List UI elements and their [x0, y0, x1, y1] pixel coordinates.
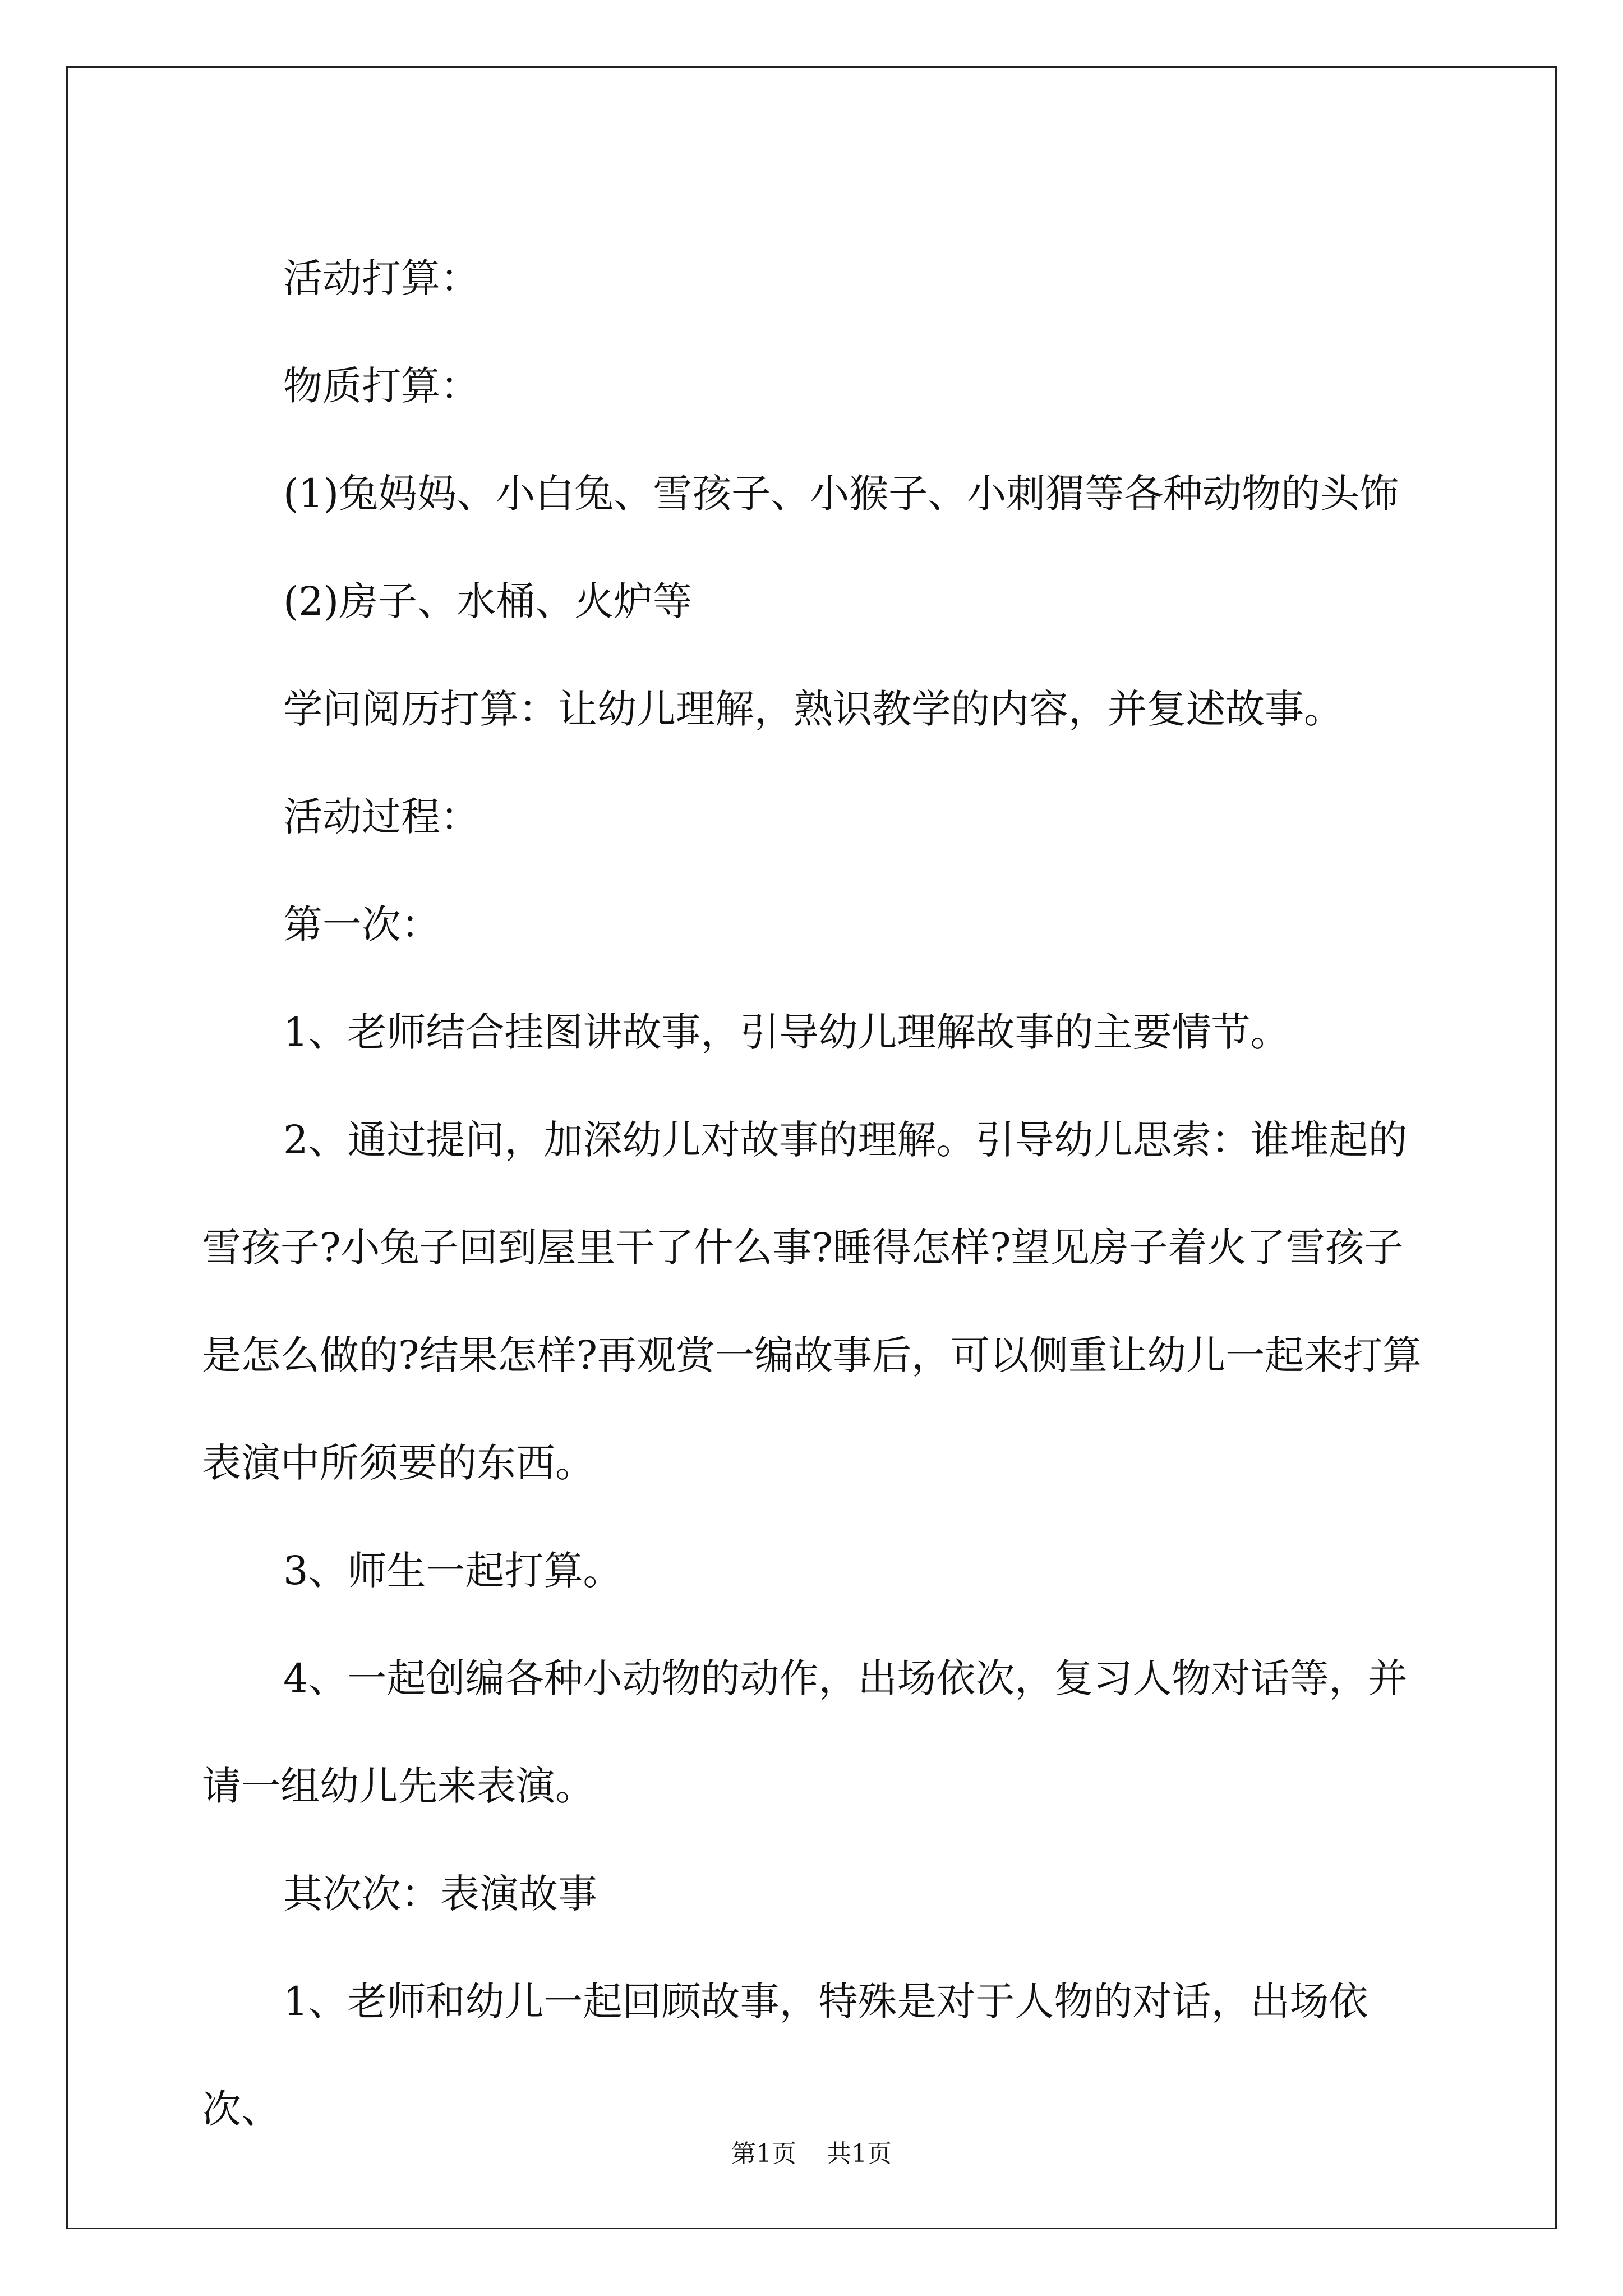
paragraph-step-2: 2、通过提问，加深幼儿对故事的理解。引导幼儿思索：谁堆起的雪孩子?小兔子回到屋里干了什么事?睡得怎样?望见房子着火了雪孩子是怎么做的?结果怎样?再观赏一编故事后，可以侧重让幼儿一起来打算表演中所须要的东西。: [202, 1117, 1422, 1486]
paragraph-material-item-1: (1)兔妈妈、小白兔、雪孩子、小猴子、小刺猬等各种动物的头饰: [283, 471, 1399, 517]
paragraph-step-3: 3、师生一起打算。: [283, 1548, 623, 1594]
paragraph-second-session: 其次次：表演故事: [283, 1871, 597, 1917]
paragraph-step-4: 4、一起创编各种小动物的动作，出场依次，复习人物对话等，并请一组幼儿先来表演。: [202, 1655, 1408, 1809]
document-body: [202, 224, 1427, 2163]
page-number: 第1页: [731, 2139, 796, 2168]
paragraph-prep-heading: 活动打算：: [283, 255, 479, 301]
paragraph-process-heading: 活动过程：: [283, 794, 479, 840]
page-total: 共1页: [827, 2139, 892, 2168]
paragraph-step-1: 1、老师结合挂图讲故事，引导幼儿理解故事的主要情节。: [283, 1009, 1290, 1055]
paragraph-material-item-2: (2)房子、水桶、火炉等: [283, 578, 693, 624]
paragraph-material-heading: 物质打算：: [283, 363, 479, 409]
paragraph-first-session: 第一次：: [283, 901, 440, 947]
page-footer: [0, 2137, 1623, 2171]
paragraph-second-step-1: 1、老师和幼儿一起回顾故事，特殊是对于人物的对话，出场依次、: [202, 1978, 1368, 2132]
paragraph-knowledge-prep: 学问阅历打算：让幼儿理解，熟识教学的内容，并复述故事。: [283, 686, 1343, 732]
